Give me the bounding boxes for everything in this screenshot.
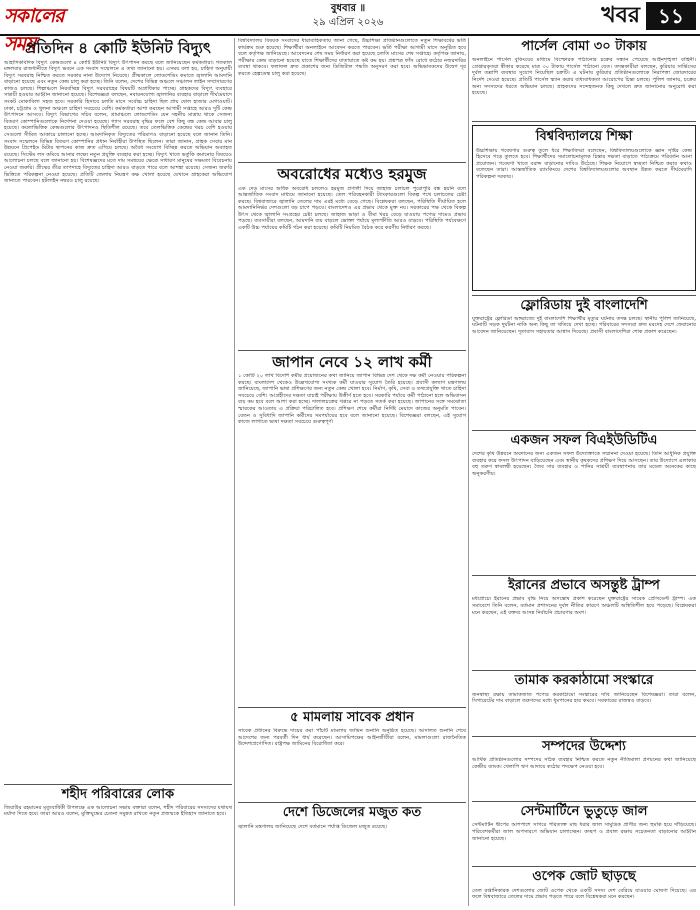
headline: সম্পদের উদ্দেশ্য (542, 738, 626, 754)
article-diesel (238, 806, 466, 830)
headline: পার্সেল বোমা ৩০ টাকায় (521, 39, 647, 54)
article-assets (472, 740, 696, 797)
article-electricity (4, 40, 232, 780)
weekday: বুধবার ॥ (330, 3, 366, 14)
divider (472, 670, 696, 671)
headline: তামাক করকাঠামো সংস্কারে (514, 673, 654, 689)
column-divider (234, 38, 235, 906)
column-1 (4, 38, 232, 906)
article-martyr-family (4, 788, 232, 818)
article-body: অনলাইনে পার্সেল বুকিংয়ের মাধ্যমে বিস্ফোরক পাঠানোর চক্রের সন্ধান পেয়েছে আইনশৃঙ্খলা বাহিনী। গ্রেপ্তারকৃতরা স্বীকার করেছে মাত্র ৩০ টাকায় পার্সেল পাঠানো যেত। তদন্তকারীরা বলছেন, কুরিয়ার সার্ভিসের দুর্বল তল্লাশি ব্যবস্থার সুযোগ নিয়েছিল চক্রটি। এ ঘটনায় কুরিয়ার প্রতিষ্ঠানগুলোকে নিরাপত্তা জোরদারের নির্দেশ দেওয়া হয়েছে। প্রতিটি পার্সেল স্ক্যান করার বাধ্যবাধকতা আরোপের চিন্তা চলছে। পুলিশ জানায়, চক্রের অন্য সদস্যদের ধরতে অভিযান চলছে। গ্রাহকদের সন্দেহজনক কিছু দেখলে দ্রুত জানানোর অনুরোধ করা হয়েছে। (472, 57, 696, 97)
article-body: মধ্যপ্রাচ্যে ইরানের প্রভাব বৃদ্ধি নিয়ে অসন্তোষ প্রকাশ করেছেন যুক্তরাষ্ট্রের সাবেক প্রেসিডেন্ট ট্রাম্প। এক সমাবেশে তিনি বলেন, বর্তমান প্রশাসনের দুর্বল নীতির কারণে অঞ্চলটি অস্থিতিশীল হয়ে পড়েছে। বিশ্লেষকরা মনে করছেন, এই বক্তব্য আসন্ন নির্বাচনি প্রচারণার অংশ। (472, 596, 696, 616)
article-parcel-bomb (472, 40, 696, 117)
article-successful (472, 434, 696, 571)
article-body: আহাদিকবিদিক বিদ্যুৎ কেন্দ্রগুলো ৪ কোটি ইউনিট বিদ্যুৎ উৎপাদন করছে বলে জানিয়েছেন কর্মকর্তারা। গতকাল মঙ্গলবার রাজধানীতে বিদ্যুৎ ভবনে এক সংবাদ সম্মেলনে এ তথ্য জানানো হয়। এসময় বলা হয়, চাহিদা অনুযায়ী বিদ্যুৎ সরবরাহ নিশ্চিত করতে সরকার নানা উদ্যোগ নিয়েছে। গ্রীষ্মকালে লোডশেডিং কমাতে জ্বালানি আমদানি বাড়ানো হয়েছে এবং নতুন কেন্দ্র চালু করা হচ্ছে। তিনি বলেন, দেশের বিভিন্ন অঞ্চলে সঞ্চালন লাইন সম্প্রসারণের কাজও চলছে। শিল্পাঞ্চলে নিরবচ্ছিন্ন বিদ্যুৎ সরবরাহের বিষয়টি অগ্রাধিকার পাচ্ছে। গ্রাহকদের বিদ্যুৎ ব্যবহারে সাশ্রয়ী হওয়ার আহ্বান জানানো হয়েছে। বিশেষজ্ঞরা বলছেন, নবায়নযোগ্য জ্বালানির ব্যবহার বাড়ালে দীর্ঘমেয়াদে সংকট মোকাবিলা সহজ হবে। সরকারি হিসাবে চলতি মাসে সর্বোচ্চ চাহিদা ছিল প্রায় ষোল হাজার মেগাওয়াট। ঢাকা, চট্টগ্রাম ও খুলনা অঞ্চলে চাহিদা সবচেয়ে বেশি। কর্মকর্তারা আশা করছেন আগামী সপ্তাহে আরও দুটি কেন্দ্র উৎপাদনে আসবে। বিদ্যুৎ বিভাগের সচিব বলেন, গ্রামাঞ্চলে লোডশেডিং যেন সহনীয় মাত্রায় থাকে সেজন্য বিতরণ কোম্পানিগুলোকে নির্দেশনা দেওয়া হয়েছে। গ্যাস সরবরাহ বৃদ্ধির ফলে বেশ কিছু বন্ধ কেন্দ্র আবার চালু হয়েছে। কয়লাভিত্তিক কেন্দ্রগুলোর উৎপাদনও স্থিতিশীল রয়েছে। তবে তেলভিত্তিক কেন্দ্রের খরচ বেশি হওয়ায় সেগুলো সীমিত আকারে চালানো হচ্ছে। আমদানিকৃত বিদ্যুতের পরিমাণও বাড়ানো হয়েছে বলে জানান তিনি। সংবাদ সম্মেলনে বিভিন্ন বিতরণ কোম্পানির প্রধান নির্বাহীরা উপস্থিত ছিলেন। তারা জানান, গ্রাহক সেবার মান উন্নয়নে প্রিপেইড মিটার স্থাপনের কাজ দ্রুত এগিয়ে চলছে। অবৈধ সংযোগ বিচ্ছিন্ন করতে অভিযান অব্যাহত রয়েছে। সিস্টেম লস কমিয়ে আনার লক্ষ্যে নতুন প্রযুক্তি ব্যবহার করা হচ্ছে। বিদ্যুৎ খাতে ভর্তুকি কমানোর বিষয়েও আলোচনা চলছে বলে জানানো হয়। বিশেষজ্ঞদের মতে দাম সমন্বয়ের ক্ষেত্রে সাধারণ মানুষের সক্ষমতা বিবেচনায় নেওয়া জরুরি। গ্রীষ্মের তীব্র তাপদাহে বিদ্যুতের চাহিদা আরও বাড়তে পারে বলে আশঙ্কা রয়েছে। সেজন্য জরুরি ভিত্তিতে পরিকল্পনা নেওয়া হয়েছে। প্রতিটি জেলায় নিয়ন্ত্রণ কক্ষ খোলা হয়েছে যেখানে গ্রাহকেরা অভিযোগ জানাতে পারবেন। হটলাইন নম্বরও চালু রয়েছে। (4, 59, 232, 185)
article-former-chief (238, 711, 466, 798)
headline: অবরোধের মধ্যেও হরমুজ (277, 165, 427, 183)
article-body: সাবেক প্রধানের বিরুদ্ধে দায়ের করা পাঁচটি মামলায় জামিন শুনানি অনুষ্ঠিত হয়েছে। আদালত শুনানি শেষে আদেশের জন্য পরবর্তী দিন ধার্য করেছেন। আসামিপক্ষের আইনজীবীরা বলেন, মামলাগুলো রাজনৈতিক উদ্দেশ্যপ্রণোদিত। রাষ্ট্রপক্ষ জামিনের বিরোধিতা করে। (238, 728, 466, 748)
article-body: জ্বালানি মন্ত্রণালয় জানিয়েছে দেশে বর্তমানে পর্যাপ্ত ডিজেল মজুত রয়েছে। (238, 823, 388, 830)
date: ২৯ এপ্রিল ২০২৬ (312, 17, 384, 28)
article-university (472, 125, 696, 290)
headline: শহীদ পরিবারের লোক (61, 786, 175, 802)
section-title: খবর (601, 3, 640, 28)
divider (472, 121, 696, 122)
divider (238, 707, 466, 708)
divider (472, 575, 696, 576)
headline: বিশ্ববিদ্যালয়ে শিক্ষা (535, 129, 633, 145)
article-body: বিশ্ববিদ্যালয় বিষয়ক সংবাদের ধারাবাহিকতায় জানা গেছে, উচ্চশিক্ষা প্রতিষ্ঠানগুলোতে নতুন শিক্ষাবর্ষের ভর্তি কার্যক্রম শুরু হয়েছে। শিক্ষার্থীরা অনলাইনে আবেদন করতে পারবেন। ভর্তি পরীক্ষা আগামী মাসে অনুষ্ঠিত হবে বলে কর্তৃপক্ষ জানিয়েছে। আবেদনের শেষ সময় নির্ধারণ করা হয়েছে চলতি মাসের শেষ সপ্তাহে। কর্তৃপক্ষ জানায়, পরীক্ষার কেন্দ্র বাড়ানো হয়েছে যাতে শিক্ষার্থীদের যাতায়াতে কষ্ট কম হয়। প্রশ্নপত্র ফাঁস রোধে কঠোর নজরদারির ব্যবস্থা থাকবে। ফলাফল দ্রুত প্রকাশের জন্য ডিজিটাল পদ্ধতি অনুসরণ করা হবে। অভিভাবকদের উদ্বেগ দূর করতে হেল্পডেস্ক চালু করা হয়েছে। (238, 38, 466, 77)
column-2 (238, 38, 466, 906)
divider (4, 784, 232, 785)
divider (238, 350, 466, 351)
divider (238, 162, 466, 163)
newspaper-logo: সকালের সময় (4, 5, 64, 55)
headline: ফ্লোরিডায় দুই বাংলাদেশি (520, 297, 648, 313)
page-number: ১১ (646, 2, 696, 30)
headline: একজন সফল বিএইউডিটিএ (510, 432, 658, 448)
divider (472, 430, 696, 431)
headline: দেশে ডিজেলের মজুত কত (282, 805, 422, 821)
divider (472, 801, 696, 802)
article-body: আর্থিক প্রতিষ্ঠানগুলোর সম্পদের সঠিক ব্যবহার নিশ্চিত করতে নতুন নীতিমালা প্রণয়নের কথা জানিয়েছে কেন্দ্রীয় ব্যাংক। খেলাপি ঋণ আদায়ে কঠোর পদক্ষেপ নেওয়া হবে। (472, 757, 696, 770)
article-florida (472, 299, 696, 426)
article-body: তেল রপ্তানিকারক দেশগুলোর জোট ওপেক থেকে একটি সদস্য দেশ বেরিয়ে যাওয়ার ঘোষণা দিয়েছে। এর ফলে বিশ্ববাজারে তেলের দামে প্রভাব পড়তে পারে বলে বিশ্লেষকরা মনে করছেন। (472, 887, 696, 901)
article-body: উচ্চশিক্ষায় গবেষণার গুরুত্ব তুলে ধরে শিক্ষাবিদরা বলেছেন, বিশ্ববিদ্যালয়গুলোকে জ্ঞান সৃষ্টির কেন্দ্র হিসেবে গড়ে তুলতে হবে। শিক্ষার্থীদের সমালোচনামূলক চিন্তার দক্ষতা বাড়াতে পাঠ্যক্রমে পরিবর্তন আনা প্রয়োজন। গবেষণা খাতে বরাদ্দ বাড়ানোর দাবিও উঠেছে। শিক্ষক নিয়োগে স্বচ্ছতা নিশ্চিত করার কথাও বলেছেন তারা। আন্তর্জাতিক র‍্যাংকিংয়ে দেশের বিশ্ববিদ্যালয়গুলোর অবস্থান উন্নত করতে দীর্ঘমেয়াদি পরিকল্পনা দরকার। (476, 147, 692, 180)
article-japan-workers (238, 354, 466, 704)
column-3 (472, 38, 696, 906)
dateline (268, 2, 428, 30)
article-continued (238, 38, 466, 158)
article-body: জিয়াউর রহমানের মৃত্যুবার্ষিকী উপলক্ষে এক আলোচনা সভায় বক্তারা বলেন, শহীদ পরিবারের সদস্যদের যথাযথ মর্যাদা দিতে হবে। তারা আরও বলেন, মুক্তিযুদ্ধের চেতনা সমুন্নত রাখতে নতুন প্রজন্মকে ইতিহাস জানাতে হবে। (4, 804, 232, 818)
article-body: যুক্তরাষ্ট্রের ফ্লোরিডা অঙ্গরাজ্যে দুই বাংলাদেশি শিক্ষার্থীর মৃত্যুর ঘটনায় তদন্ত চলছে। স্থানীয় পুলিশ জানিয়েছে, ঘটনাটি সড়ক দুর্ঘটনা নাকি অন্য কিছু তা খতিয়ে দেখা হচ্ছে। পরিবারের সদস্যরা দ্রুত মরদেহ দেশে ফেরানোর আবেদন জানিয়েছেন। দূতাবাস সহায়তার আশ্বাস দিয়েছে। প্রবাসী বাংলাদেশিরা শোক প্রকাশ করেছেন। (472, 315, 696, 336)
divider (472, 295, 696, 296)
headline: ইরানের প্রভাবে অসন্তুষ্ট ট্রাম্প (508, 578, 660, 594)
divider (472, 866, 696, 867)
article-hormuz (238, 166, 466, 346)
article-opec (472, 870, 696, 900)
headline: ৫ মামলায় সাবেক প্রধান (290, 710, 414, 725)
divider (238, 802, 466, 803)
article-tobacco-tax (472, 674, 696, 731)
headline: প্রতিদিন ৪ কোটি ইউনিট বিদ্যুৎ (25, 39, 211, 57)
article-saint-martin (472, 805, 696, 862)
headline: ওপেক জোট ছাড়ছে (532, 869, 636, 885)
article-trump-iran (472, 579, 696, 666)
article-body: দেশের কৃষি উন্নয়নে অবদানের জন্য একজন সফল উদ্যোক্তাকে সম্মাননা দেওয়া হয়েছে। তিনি আধুনিক প্রযুক্তি ব্যবহার করে ফসল উৎপাদন বাড়িয়েছেন এবং স্থানীয় কৃষকদের প্রশিক্ষণ দিয়ে আসছেন। তার উদ্যোগে এলাকার বহু তরুণ স্বাবলম্বী হয়েছেন। জৈব সার ব্যবহার ও পানির সাশ্রয়ী ব্যবস্থাপনায় তার মডেল অনেকের কাছে অনুকরণীয়। (472, 451, 696, 477)
headline: জাপান নেবে ১২ লাখ কর্মী (272, 352, 432, 371)
article-body: সেন্টমার্টিন দ্বীপের আশপাশে সাগরে পরিত্যক্ত মাছ ধরার জাল সামুদ্রিক প্রাণীর জন্য হুমকি হয়ে দাঁড়িয়েছে। পরিবেশকর্মীরা জাল অপসারণে অভিযান চালাচ্ছেন। কচ্ছপ ও প্রবাল রক্ষায় সচেতনতা বাড়ানোর আহ্বান জানানো হয়েছে। (472, 822, 696, 842)
article-body: এক দেড় মাসের অধিক অবরোধ চললেও হরমুজ প্রণালী দিয়ে জাহাজ চলাচল পুরোপুরি বন্ধ হয়নি বলে আন্তর্জাতিক সংবাদ মাধ্যমে জানানো হয়েছে। তেল পরিবহনকারী ট্যাংকারগুলো বিকল্প পথে চলাচলের চেষ্টা করছে। বিশ্ববাজারে জ্বালানি তেলের দাম এরই মধ্যে বেড়ে গেছে। বিশ্লেষকরা বলছেন, পরিস্থিতি দীর্ঘায়িত হলে আমদানিনির্ভর দেশগুলো বড় চাপে পড়বে। বাংলাদেশও এর প্রভাব থেকে মুক্ত নয়। সরকারের পক্ষ থেকে বিকল্প উৎস থেকে জ্বালানি সংগ্রহের চেষ্টা চলছে। জাহাজ ভাড়া ও বীমা খরচ বেড়ে যাওয়ায় পণ্যের দামেও প্রভাব পড়ছে। ব্যবসায়ীরা বলছেন, আমদানি ব্যয় বাড়লে ভোক্তা পর্যায়ে মূল্যস্ফীতি আরও বাড়বে। পরিস্থিতি পর্যবেক্ষণে একটি উচ্চ পর্যায়ের কমিটি গঠন করা হয়েছে। কমিটি নিয়মিত বৈঠক করে করণীয় নির্ধারণ করছে। (238, 185, 466, 232)
headline: সেন্টমার্টিনে ভুতুড়ে জাল (520, 804, 648, 820)
article-body: ১ কোটি ২০ লাখ বিদেশি কর্মীর প্রয়োজনের কথা জানিয়ে জাপান বিভিন্ন দেশ থেকে দক্ষ কর্মী নেওয়ার পরিকল্পনা করছে। বাংলাদেশ থেকেও উল্লেখযোগ্য সংখ্যক কর্মী যাওয়ার সুযোগ তৈরি হয়েছে। প্রবাসী কল্যাণ মন্ত্রণালয় জানিয়েছে, জাপানি ভাষা প্রশিক্ষণের জন্য নতুন কেন্দ্র খোলা হবে। নির্মাণ, কৃষি, সেবা ও তথ্যপ্রযুক্তি খাতে চাহিদা সবচেয়ে বেশি। আগ্রহীদের দক্ষতা যাচাই পরীক্ষায় উত্তীর্ণ হতে হবে। সরকারি পর্যায়ে কর্মী পাঠানো হলে অভিবাসন ব্যয় কম হবে বলে আশা করা হচ্ছে। দালালচক্রের খপ্পরে না পড়তে সতর্ক করা হয়েছে। জাপানের সঙ্গে সমঝোতা স্মারকের আওতায় এ প্রক্রিয়া পরিচালিত হবে। প্রশিক্ষণ শেষে কর্মীরা নির্দিষ্ট মেয়াদে কাজের অনুমতি পাবেন। বেতন ও সুবিধাদি জাপানি কর্মীদের সমপর্যায়ের হবে বলে জানানো হয়েছে। বিশেষজ্ঞরা বলছেন, এই সুযোগ কাজে লাগাতে ভাষা দক্ষতা সবচেয়ে গুরুত্বপূর্ণ। (238, 373, 466, 426)
column-divider (468, 38, 469, 906)
divider (472, 736, 696, 737)
article-body: জনস্বাস্থ্য রক্ষায় তামাকজাত পণ্যের করকাঠামো সংস্কারের দাবি জানিয়েছেন বিশেষজ্ঞরা। তারা বলেন, সিগারেটের দাম বাড়ালে তরুণদের মধ্যে ধূমপানের হার কমবে। সরকারের রাজস্বও বাড়বে। (472, 691, 696, 705)
